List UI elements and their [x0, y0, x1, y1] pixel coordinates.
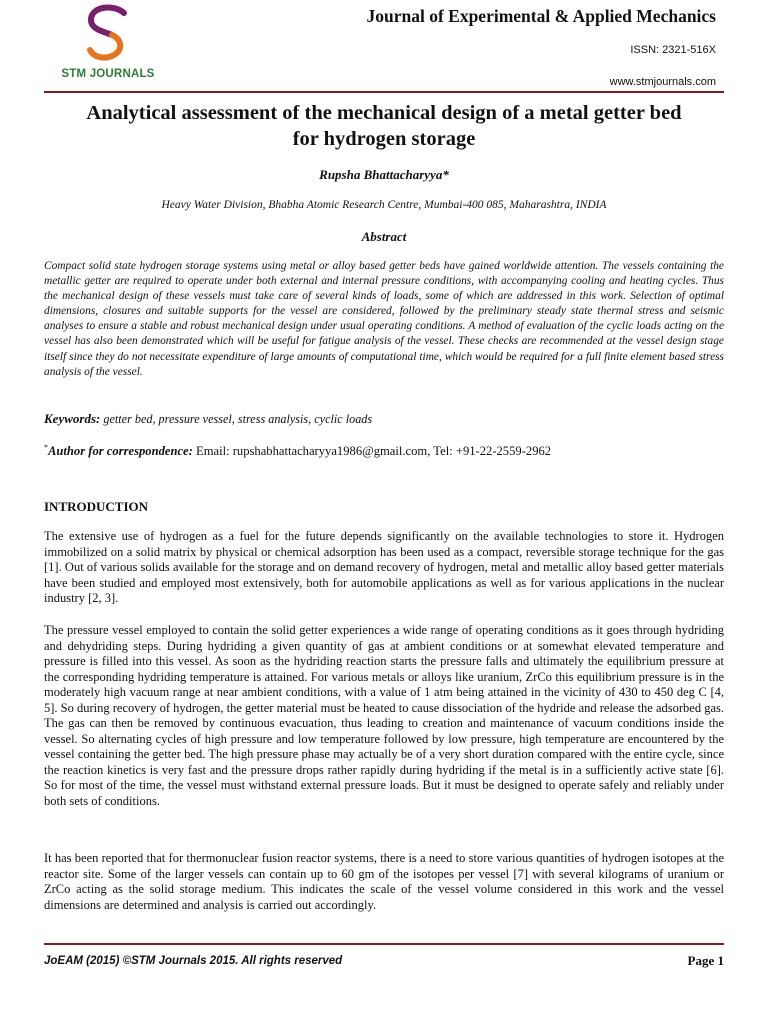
keywords-list: getter bed, pressure vessel, stress analysis, cyclic loads [103, 412, 373, 426]
journal-name: Journal of Experimental & Applied Mechanics [366, 6, 716, 26]
issn: ISSN: 2321-516X [630, 44, 716, 56]
title-line-2: for hydrogen storage [292, 128, 476, 150]
logo-text: STM JOURNALS [61, 68, 155, 80]
keywords [44, 411, 724, 427]
stm-swirl-icon [82, 4, 134, 64]
abstract-heading: Abstract [361, 229, 407, 244]
correspondence-label: Author for correspondence: [48, 444, 193, 459]
intro-paragraph-1: The extensive use of hydrogen as a fuel for the future depends significantly on the available technologies to store it. Hydrogen immobilized on a solid matrix by physical or chemical adsorption has been used as a compact, reversible storage technique for the gas [1]. Out of various solids available for the storage and on demand recovery of hydrogen, metal and metallic alloy based getter materials have been studied and employed most extensively, both for automobile applications as well as for various applications in the nuclear industry [2, 3]. [44, 529, 724, 605]
header-rule [44, 91, 724, 93]
footer-copyright: JoEAM (2015) ©STM Journals 2015. All rights reserved [44, 955, 343, 967]
intro-paragraph-3: It has been reported that for thermonuclear fusion reactor systems, there is a need to store various quantities of hydrogen isotopes at the reactor site. Some of the larger vessels can contain up to 60 gm of the isotopes per vessel [7] with several kilograms of uranium or ZrCo acting as the solid storage medium. This indicates the scale of the vessel volume considered in this work and the vessel dimensions are determined and analysis is carried out accordingly. [44, 851, 724, 912]
correspondence-mark: * [44, 443, 48, 452]
author-affiliation: Heavy Water Division, Bhabha Atomic Research Centre, Mumbai-400 085, Maharashtra, INDIA [161, 199, 607, 211]
article-title [44, 100, 724, 152]
correspondence-details: Email: rupshabhattacharyya1986@gmail.com, Tel: +91-22-2559-2962 [196, 444, 552, 459]
intro-paragraph-2: The pressure vessel employed to contain the solid getter experiences a wide range of operating conditions as it goes through hydriding and dehydriding steps. During hydriding a given quantity of gas at ambient conditions or at somewhat elevated temperature and pressure is filled into this vessel. As soon as the hydriding reaction starts the pressure falls and ultimately the equilibrium pressure at the corresponding hydriding temperature is attained. For various metals or alloys like uranium, ZrCo this equilibrium pressure is in the moderately high vacuum range at near ambient conditions, with a value of 1 atm being attained in the vicinity of 430 to 450 deg C [4, 5]. So during recovery of hydrogen, the getter material must be heated to cause dissociation of the hydride and release the adsorbed gas. The gas can then be removed by continuous evacuation, thus leading to creation and maintenance of vacuum conditions inside the vessel. So alternating cycles of high pressure and low temperature followed by low pressure, high temperature are encountered by the vessel containing the getter bed. The high pressure phase may actually be of a very short duration compared with the entire cycle, since the reaction kinetics is very fast and the pressure drops rather rapidly during hydriding if the metal is in a sufficiently active state [6]. So for most of the time, the vessel must withstand external pressure loads. But it must be designed to operate safely and reliably under both sets of conditions. [44, 623, 724, 808]
keywords-label: Keywords: [44, 411, 101, 426]
stm-journals-logo [58, 4, 158, 80]
page-number: Page 1 [687, 953, 724, 968]
journal-website-link[interactable]: www.stmjournals.com [609, 76, 716, 88]
footer-rule [44, 943, 724, 945]
title-line-1: Analytical assessment of the mechanical design of a metal getter bed [86, 102, 682, 124]
correspondence [44, 440, 724, 459]
abstract-text: Compact solid state hydrogen storage systems using metal or alloy based getter beds have gained worldwide attention. The vessels containing the metallic getter are required to operate under both external and internal pressure conditions, with accompanying cooling and heating cycles. Thus the mechanical design of these vessels must take care of several kinds of loads, some of which are addressed in this work. Selection of optimal dimensions, closures and suitable supports for the vessel are considered, followed by the preliminary steady state thermal stress and seismic analyses to ensure a stable and robust mechanical design under usual operating conditions. A method of evaluation of the cyclic loads acting on the vessel has also been demonstrated which will be useful for fatigue analysis of the vessel. These checks are recommended at the vessel design stage itself since they do not necessitate expenditure of large amounts of computational time, which would be required for a full finite element based stress analysis of the vessel. [44, 260, 724, 378]
section-heading-introduction: INTRODUCTION [44, 499, 149, 514]
author-name: Rupsha Bhattacharyya* [319, 167, 449, 182]
